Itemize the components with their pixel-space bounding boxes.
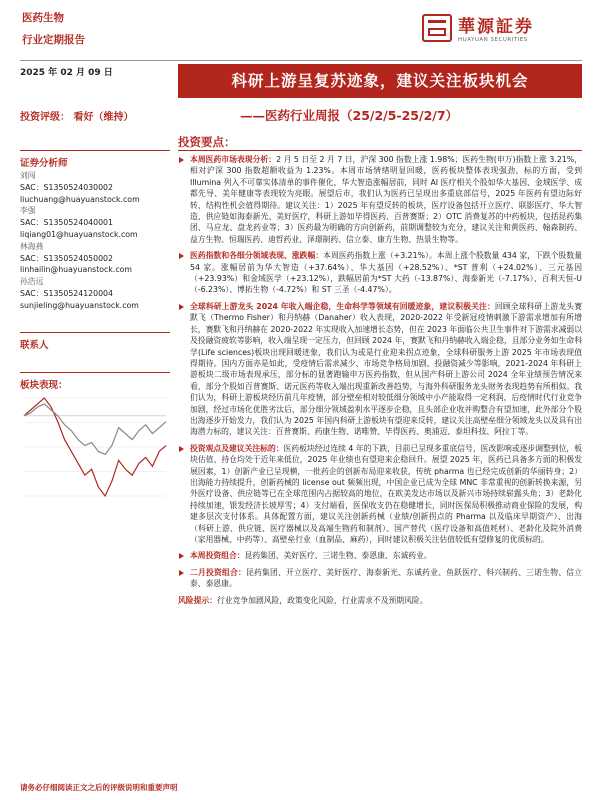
analyst-sac: SAC：S1350524040001: [20, 218, 113, 228]
analyst-sac: SAC：S1350524050002: [20, 253, 113, 263]
logo-subtitle: HUAYUAN SECURITIES: [458, 37, 528, 43]
bullet-label: 全球科研上游龙头 2024 年收入端企稳，生命科学等领域有回暖迹象，建议积极关注：: [190, 301, 495, 311]
logo-name: 華源証券: [458, 17, 534, 37]
bullet-text: 2 月 5 日至 2 月 7 日，沪深 300 指数上涨 1.98%；医药生物(申万)指数上涨 3.21%，相对沪深 300 指数超额收益为 1.23%。本周市场情绪明显回暖，医药板块整体表现强劲，标的方面，受到 Illumina 列入不可靠实体清单的事件催化，华大智造涨幅居前，同时 AI 医疗相关个股如华大基因、金域医学、成都先导、美年健康等表现较为亮眼。展望后市，我们认为医药已呈现出多重底部信号，2025 年医药有望边际好转，结构性机会值得期待。建议关注：1）2025 年有望反转的板块，医疗设备包括开立医疗、联影医疗、华大智造，供应链如海泰新光、美好医疗，科研上游如毕得医药、百普赛斯；2）OTC 消费复苏的中药板块，包括昆药集团、马应龙、盘龙药业等；3）医药最为明确的方向创新药，前期调整较为充分，建议关注和黄医药、翰森制药、益方生物、恒瑞医药、迪哲药业、泽璟制药、信立泰、康方生物、热景生物等。: [190, 155, 582, 244]
bullet-label: 医药指数和各细分领域表现、涨跌幅：: [190, 251, 324, 261]
analyst-name: 李强: [20, 206, 36, 216]
analysts-title: 证券分析师: [20, 158, 68, 169]
analyst-email[interactable]: liuchuang@huayuanstock.com: [20, 194, 140, 204]
banner-title: 科研上游呈复苏迹象，建议关注板块机会: [178, 64, 582, 98]
brand-logo: [422, 12, 582, 52]
bullet-label: 投资观点及建议关注标的：: [190, 443, 284, 453]
analyst-email[interactable]: liqiang01@huayuanstock.com: [20, 229, 138, 239]
bullet-text: 昆药集团、开立医疗、美好医疗、海泰新光、东诚药业、鱼跃医疗、科兴制药、三诺生物、信立泰、泰恩康。: [190, 567, 582, 589]
performance-chart: [20, 392, 170, 502]
bullet-text: 昆药集团、美好医疗、三诺生物、泰恩康、东诚药业。: [244, 551, 432, 561]
bullet-weekly-portfolio: [178, 550, 582, 561]
contact-title: 联系人: [20, 340, 49, 351]
report-type: 行业定期报告: [22, 34, 85, 46]
chart-title: 板块表现：: [20, 380, 68, 391]
sector-label: 医药生物: [22, 12, 64, 24]
bullet-label: 本周医药市场表现分析：: [190, 155, 277, 164]
bullet-market: [178, 154, 582, 245]
bullet-investment-view: [178, 443, 582, 546]
analyst-sac: SAC：S1350524030002: [20, 182, 113, 192]
risk-text: 行业竞争加剧风险，政策变化风险，行业需求不及预期风险。: [216, 595, 428, 605]
investment-rating: 投资评级： 看好（维持）: [20, 112, 134, 123]
report-subtitle: ——医药行业周报（25/2/5-25/2/7）: [240, 108, 459, 123]
bullet-index: [178, 250, 582, 296]
analyst-name: 刘闯: [20, 171, 36, 180]
analyst-email[interactable]: linhailin@huayuanstock.com: [20, 265, 132, 275]
analysts-divider: [20, 150, 170, 151]
performance-chart-svg: [20, 392, 170, 502]
logo-icon: [422, 14, 452, 42]
analyst-name: 林海燕: [20, 241, 44, 251]
risk-label: 风险提示：: [178, 595, 217, 605]
header-left: [22, 10, 85, 48]
analyst-sac: SAC：S1350524120004: [20, 288, 113, 298]
bullet-label: 二月投资组合：: [190, 567, 247, 577]
report-date: 2025 年 02 月 09 日: [20, 68, 113, 78]
highlights-title: 投资要点：: [178, 135, 236, 149]
header-divider: [20, 60, 582, 61]
bullet-research-upstream: [178, 301, 582, 438]
risk-warning: [178, 595, 582, 606]
bullet-monthly-portfolio: [178, 567, 582, 590]
bullet-text: 本周医药指数上涨（+3.21%）。本周上涨个股数量 434 家，下跌个股数量 54 家。涨幅居前为华大智造（+37.64%）、华大基因（+28.52%）、*ST 普利（+24.02%）、三元基因（+23.93%）和金域医学（+23.12%），跌幅居前为*ST 大药（-13.87%）、海泰新光（-7.17%）、百利天恒-U（-6.23%）、博拓生物（-4.72%）和 ST 三圣（-4.47%）。: [190, 251, 582, 295]
bullet-text: 医药板块经过连续 4 年的下跌，目前已呈现多重底信号，医改影响或逐步调整到位，板块估值、持仓均处于近年来低位，2025 年业绩也有望迎来企稳回升。展望 2025 年，医药已具备多方面的积极发展因素，1）创新产业已呈现横，一批药企的创新布局迎来收获，传统 pharma 也已经完成创新的华丽转身；2）出海能力持续提升，创新药械的 license out 频频出现，中国企业已成为全球 MNC 非常重视的创新转换来源，另外医疗设备、供应链等已在全球范围内占据较高的地位，在欧美发达市场以及新兴市场持续崭露头角；3）老龄化持续加速，银发经济长坡厚雪；4）支付端看，医保收支仍在稳健增长，同时医保局积极推动商业保险的发展，构建多层次支付体系。具体配置方面，建议关注创新药械（业绩/创新拐点的 Pharma 以及临床早期资产）、出海（科研上游、供应链、医疗器械以及高端生物药和制剂）、国产替代（医疗设备和高值耗材）、老龄化及院外消费（家用器械、中药等）、高壁垒行业（血制品、麻药），同时建议积极关注估值较低有望修复的优质标的。: [190, 443, 582, 544]
highlights-divider: [178, 150, 582, 151]
chart-divider: [20, 372, 170, 373]
bullet-text: 回顾全球科研上游龙头赛默飞（Thermo Fisher）和丹纳赫（Danaher）收入表现，2020-2022 年受新冠疫情刺激下游需求增加有所增长，赛默飞和丹纳赫在 2020-2022 年实现收入加速增长态势，但在 2023 年面临公共卫生事件对下游需求减弱以及投融资疲软等影响，收入端呈现一定压力，但回顾 2024 年，赛默飞和丹纳赫收入端企稳，且部分业务如生命科学(Life sciences)板块出现回暖迹象，我们认为或是行业迎来拐点迹象，全球科研服务上游 2025 年市场表现值得期待。国内方面亦是如此，受疫情后需求减少、市场竞争格局加剧、投融资减少等影响，2021-2024 年科研上游板块二级市场表现承压，部分标的显著跑输申万医药指数，但从国产科研上游公司 2024 全年业绩预告情况来看，部分个股如百普赛斯、诺元医药等收入端出现重新改善趋势，与海外科研服务龙头财务表现趋势有所相似。我们认为，科研上游板块经历前几年疫情，部分壁垒相对较低细分领域中小产能取得一定利润，后疫情时代行业竞争加剧，经过市场化优胜劣汰后，部分细分领域盈利水平逐步企稳，且头部企业收并购整合有望加速，此外部分个股出海逐步开始发力，我们认为 2025 年国内科研上游板块有望迎来反转，建议关注高壁垒细分领域龙头以及具有出海潜力标的，建议关注：百普赛斯、药康生物、诺唯赞、毕得医药、奥浦迈、泰坦科技、阿拉丁等。: [190, 301, 582, 437]
bullet-label: 本周投资组合：: [190, 551, 245, 561]
highlights-content: [178, 154, 582, 606]
analyst-list: [20, 170, 170, 312]
analyst-name: 孙浩远: [20, 277, 44, 287]
footer-disclaimer: 请务必仔细阅读正文之后的评级说明和重要声明: [20, 783, 178, 792]
contact-divider: [20, 332, 170, 333]
analyst-email[interactable]: sunjieling@huayuanstock.com: [20, 300, 139, 310]
